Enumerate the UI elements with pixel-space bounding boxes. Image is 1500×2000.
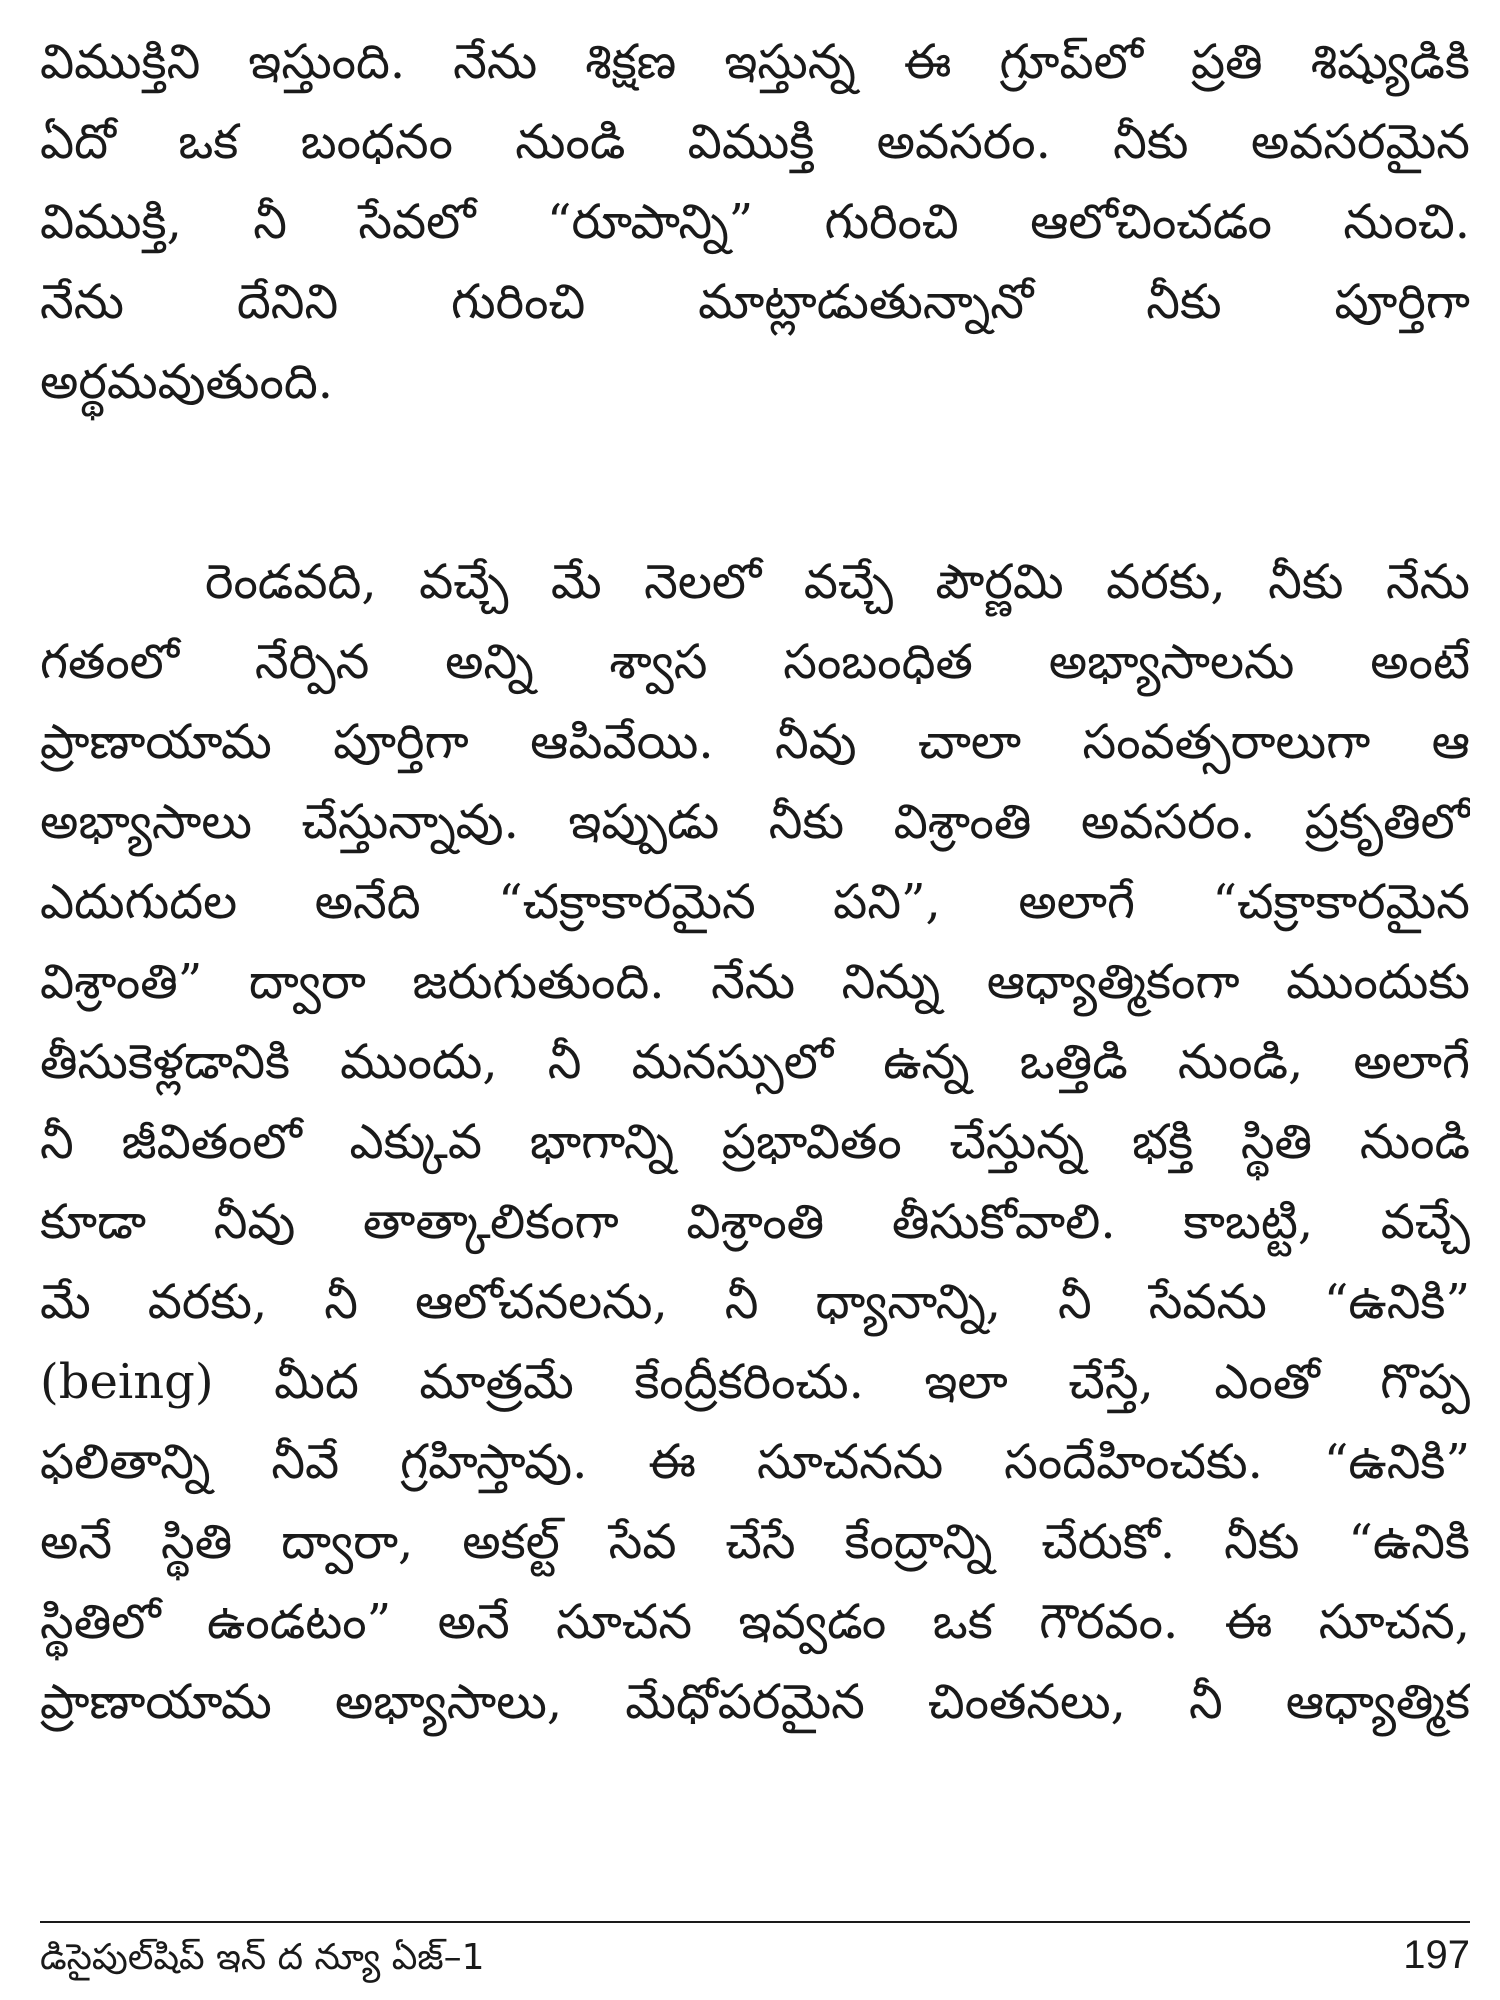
text-line: ప్రాణాయామ పూర్తిగా ఆపివేయి. నీవు చాలా సంవత్సరాలుగా ఆ — [40, 714, 1470, 770]
text-line: అనే స్థితి ద్వారా, అకల్ట్ సేవ చేసే కేంద్రాన్ని చేరుకో. నీకు “ఉనికి — [40, 1514, 1470, 1570]
text-line: ఎదుగుదల అనేది “చక్రాకారమైన పని”, అలాగే “చక్రాకారమైన — [40, 874, 1470, 930]
footer-divider — [40, 1921, 1470, 1923]
text-line: రెండవది, వచ్చే మే నెలలో వచ్చే పౌర్ణమి వరకు, నీకు నేను — [205, 554, 1470, 610]
running-footer-title: డిసైపుల్‌షిప్ ఇన్ ద న్యూ ఏజ్–1 — [40, 1937, 485, 1978]
paragraph-gap — [40, 422, 1470, 542]
text-line: అభ్యాసాలు చేస్తున్నావు. ఇప్పుడు నీకు విశ్రాంతి అవసరం. ప్రకృతిలో — [40, 794, 1470, 850]
text-line: కూడా నీవు తాత్కాలికంగా విశ్రాంతి తీసుకోవాలి. కాబట్టి, వచ్చే — [40, 1194, 1470, 1250]
text-line: విముక్తిని ఇస్తుంది. నేను శిక్షణ ఇస్తున్న ఈ గ్రూప్‌లో ప్రతి శిష్యుడికి — [40, 34, 1470, 90]
text-line: మే వరకు, నీ ఆలోచనలను, నీ ధ్యానాన్ని, నీ సేవను “ఉనికి” — [40, 1274, 1470, 1330]
text-line: విముక్తి, నీ సేవలో “రూపాన్ని” గురించి ఆలోచించడం నుంచి. — [40, 194, 1470, 250]
text-line: ప్రాణాయామ అభ్యాసాలు, మేధోపరమైన చింతనలు, నీ ఆధ్యాత్మిక — [40, 1674, 1470, 1730]
paragraph-2 — [40, 542, 1470, 1742]
body-text — [40, 22, 1470, 1742]
text-line: ఏదో ఒక బంధనం నుండి విముక్తి అవసరం. నీకు అవసరమైన — [40, 114, 1470, 170]
text-line: విశ్రాంతి” ద్వారా జరుగుతుంది. నేను నిన్ను ఆధ్యాత్మికంగా ముందుకు — [40, 954, 1470, 1010]
text-line: అర్థమవుతుంది. — [40, 354, 333, 410]
text-line: ఫలితాన్ని నీవే గ్రహిస్తావు. ఈ సూచనను సందేహించకు. “ఉనికి” — [40, 1434, 1470, 1490]
text-line: స్థితిలో ఉండటం” అనే సూచన ఇవ్వడం ఒక గౌరవం. ఈ సూచన, — [40, 1594, 1470, 1650]
paragraph-1 — [40, 22, 1470, 422]
page-number: 197 — [1403, 1933, 1470, 1977]
text-line: నేను దేనిని గురించి మాట్లాడుతున్నానో నీకు పూర్తిగా — [40, 274, 1470, 330]
text-line: తీసుకెళ్లడానికి ముందు, నీ మనస్సులో ఉన్న ఒత్తిడి నుండి, అలాగే — [40, 1034, 1470, 1090]
text-line: నీ జీవితంలో ఎక్కువ భాగాన్ని ప్రభావితం చేస్తున్న భక్తి స్థితి నుండి — [40, 1114, 1470, 1170]
text-line: గతంలో నేర్పిన అన్ని శ్వాస సంబంధిత అభ్యాసాలను అంటే — [40, 634, 1470, 690]
text-line: (being) మీద మాత్రమే కేంద్రీకరించు. ఇలా చేస్తే, ఎంతో గొప్ప — [40, 1354, 1470, 1410]
